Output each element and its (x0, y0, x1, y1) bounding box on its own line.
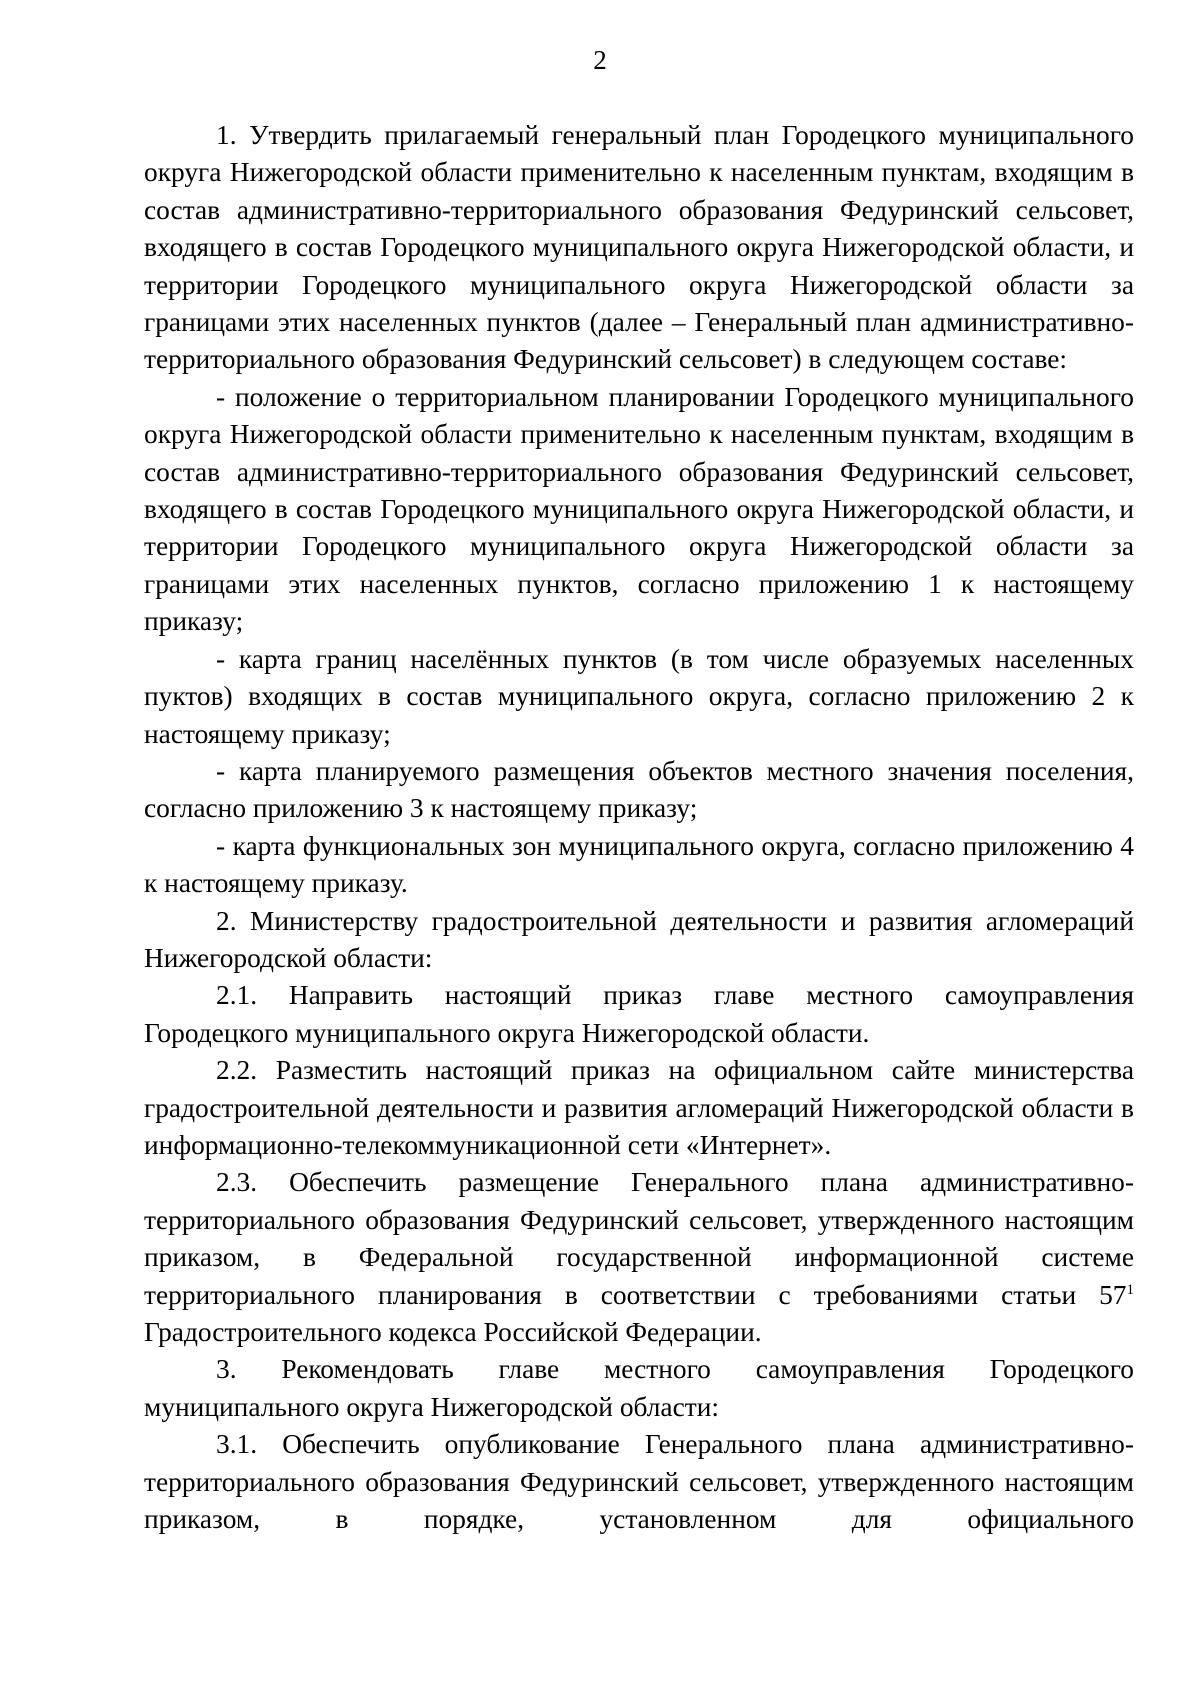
list-item-functional-zones-map: - карта функциональных зон муниципального округа, согласно приложению 4 к настоящему приказу. (144, 830, 1134, 899)
paragraph-2-3-text-before: 2.3. Обеспечить размещение Генерального плана административно-территориального образования Федуринский сельсовет, утвержденного настоящим приказом, в Федеральной государственной информационной системе территориального планирования в соответствии с требованиями статьи 57 (144, 1167, 1134, 1310)
paragraph-1-approve-general-plan: 1. Утвердить прилагаемый генеральный план Городецкого муниципального округа Нижегородской области применительно к населенным пунктам, входящим в состав административно-территориального образования Федуринский сельсовет, входящего в состав Городецкого муниципального округа Нижегородской области, и территории Городецкого муниципального округа Нижегородской области за границами этих населенных пунктов (далее – Генеральный план административно-территориального образования Федуринский сельсовет) в следующем составе: (144, 120, 1134, 375)
article-superscript: 1 (1126, 1281, 1134, 1298)
list-item-planned-objects-map: - карта планируемого размещения объектов местного значения поселения, согласно приложению 3 к настоящему приказу; (144, 755, 1134, 824)
paragraph-3-1-publication: 3.1. Обеспечить опубликование Генерального плана административно-территориального образования Федуринский сельсовет, утвержденного настоящим приказом, в порядке, установленном для официального (144, 1429, 1134, 1535)
document-body (144, 117, 1134, 1538)
paragraph-2-3-text-after: Градостроительного кодекса Российской Федерации. (144, 1317, 762, 1347)
list-item-settlement-boundaries-map: - карта границ населённых пунктов (в том числе образуемых населенных пуктов) входящих в состав муниципального округа, согласно приложению 2 к настоящему приказу; (144, 643, 1134, 749)
paragraph-2-3-fgis-placement (144, 1164, 1134, 1351)
list-item-territorial-planning-provision: - положение о территориальном планировании Городецкого муниципального округа Нижегородской области применительно к населенным пунктам, входящим в состав административно-территориального образования Федуринский сельсовет, входящего в состав Городецкого муниципального округа Нижегородской области, и территории Городецкого муниципального округа Нижегородской области за границами этих населенных пунктов, согласно приложению 1 к настоящему приказу; (144, 381, 1134, 637)
paragraph-2-2-publish-website: 2.2. Разместить настоящий приказ на официальном сайте министерства градостроительной деятельности и развития агломераций Нижегородской области в информационно-телекоммуникационной сети «Интернет». (144, 1055, 1134, 1160)
page-number: 2 (593, 45, 607, 75)
paragraph-3-recommend: 3. Рекомендовать главе местного самоуправления Городецкого муниципального округа Нижегородской области: (144, 1354, 1134, 1422)
paragraph-2-ministry: 2. Министерству градостроительной деятельности и развития агломераций Нижегородской области: (144, 905, 1134, 973)
paragraph-2-1-send-order: 2.1. Направить настоящий приказ главе местного самоуправления Городецкого муниципального округа Нижегородской области. (144, 980, 1134, 1048)
